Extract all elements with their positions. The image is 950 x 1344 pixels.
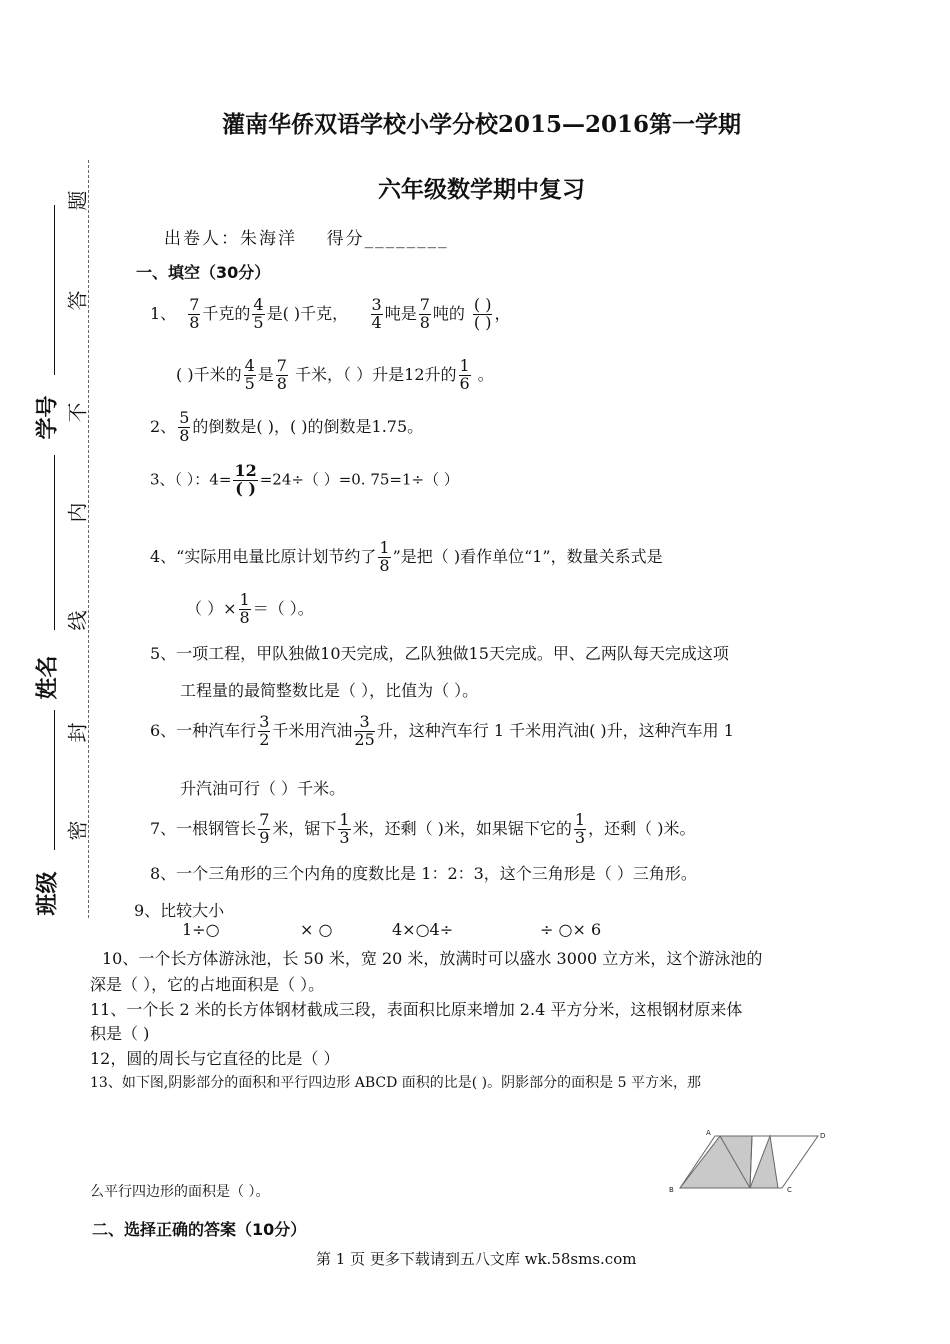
question-7: 7、一根钢管长 $\frac{7}{9}$ 米，锯下 $\frac{1}{3}$ 米，还剩（ )米，如果锯下它的 $\frac{1}{3}$ ，还剩（ )米。: [150, 810, 696, 847]
student-id-underline: [54, 205, 55, 375]
question-6-line-1: 6、一种汽车行 $\frac{3}{2}$ 千米用汽油 $\frac{3}{25}$ 升，这种汽车行 1 千米用汽油( )升，这种汽车用 1: [150, 712, 734, 749]
vertex-a-label: A: [706, 1129, 711, 1137]
vertex-b-label: B: [669, 1186, 674, 1194]
question-10-line-1: 10、一个长方体游泳池，长 50 米，宽 20 米，放满时可以盛水 3000 立方米，这个游泳池的: [102, 949, 763, 968]
name-label: 姓名: [35, 655, 61, 700]
question-6-line-2: 升汽油可行（ ）千米。: [180, 779, 346, 798]
name-underline: [54, 455, 55, 630]
page-title: 灌南华侨双语学校小学分校2015—2016第一学期: [222, 111, 742, 138]
section-1-title: 一、填空（30分）: [136, 263, 271, 282]
question-1-line-1: 1、 $\frac{7}{8}$ 千克的 $\frac{4}{5}$ 是( )千克， $\frac{3}{4}$ 吨是 $\frac{7}{8}$ 吨的 $\frac{( )}{( )}$ ，: [150, 295, 511, 332]
question-3: 3、（ ）：4= $\frac{12}{( )}$ =24÷（ ）=0. 75=1÷（ ）: [150, 461, 459, 498]
question-9-title: 9、比较大小: [134, 901, 225, 920]
question-11-line-1: 11、一个长 2 米的长方体钢材截成三段，表面积比原来增加 2.4 平方分米，这根钢材原来体: [90, 1000, 743, 1019]
question-8: 8、一个三角形的三个内角的度数比是 1：2：3，这个三角形是（ ）三角形。: [150, 864, 697, 883]
question-4-line-1: 4、“实际用电量比原计划节约了 $\frac{1}{8}$ ”是把（ )看作单位“1”，数量关系式是: [150, 538, 663, 575]
question-12: 12，圆的周长与它直径的比是（ ）: [90, 1049, 340, 1068]
seal-char: 内: [65, 502, 90, 523]
question-2: 2、 $\frac{5}{8}$ 的倒数是( )，( )的倒数是1.75。: [150, 408, 424, 445]
seal-char: 题: [65, 190, 90, 211]
question-5-line-2: 工程量的最简整数比是（ ），比值为（ ）。: [180, 681, 479, 700]
question-13-line-1: 13、如下图,阴影部分的面积和平行四边形 ABCD 面积的比是( )。阴影部分的面积是 5 平方米，那: [90, 1075, 701, 1091]
seal-char: 不: [65, 402, 90, 423]
page-subtitle: 六年级数学期中复习: [378, 176, 585, 203]
seal-char: 线: [65, 610, 90, 631]
student-id-label: 学号: [35, 395, 61, 440]
question-9-item: × ○: [300, 920, 333, 939]
question-9-item: ÷ ○× 6: [540, 920, 602, 939]
class-label: 班级: [35, 871, 61, 916]
question-1-line-2: ( )千米的 $\frac{4}{5}$ 是 $\frac{7}{8}$ 千米，（ ）升是12升的 $\frac{1}{6}$ 。: [176, 356, 494, 393]
question-4-line-2: （ ）× $\frac{1}{8}$ ＝（ ）。: [186, 590, 314, 627]
author-line: 出卷人：朱海洋 得分________: [164, 229, 449, 249]
seal-char: 封: [65, 722, 90, 743]
class-underline: [54, 710, 55, 850]
question-5-line-1: 5、一项工程，甲队独做10天完成，乙队独做15天完成。甲、乙两队每天完成这项: [150, 644, 729, 663]
question-10-line-2: 深是（ ），它的占地面积是（ ）。: [90, 975, 325, 994]
seal-char: 答: [65, 290, 90, 311]
seal-char: 密: [65, 820, 90, 841]
parallelogram-figure: [660, 1126, 830, 1198]
question-9-item: 1÷○: [182, 920, 220, 939]
page-footer: 第 1 页 更多下载请到五八文库 wk.58sms.com: [316, 1250, 637, 1268]
vertex-d-label: D: [820, 1132, 826, 1140]
seal-dashed-line: [88, 160, 89, 918]
question-11-line-2: 积是（ ): [90, 1024, 150, 1043]
vertex-c-label: C: [787, 1186, 792, 1194]
question-13-line-2: 么平行四边形的面积是（ ）。: [90, 1184, 270, 1200]
section-2-title: 二、选择正确的答案（10分）: [92, 1220, 307, 1239]
question-9-item: 4×○4÷: [392, 920, 454, 939]
